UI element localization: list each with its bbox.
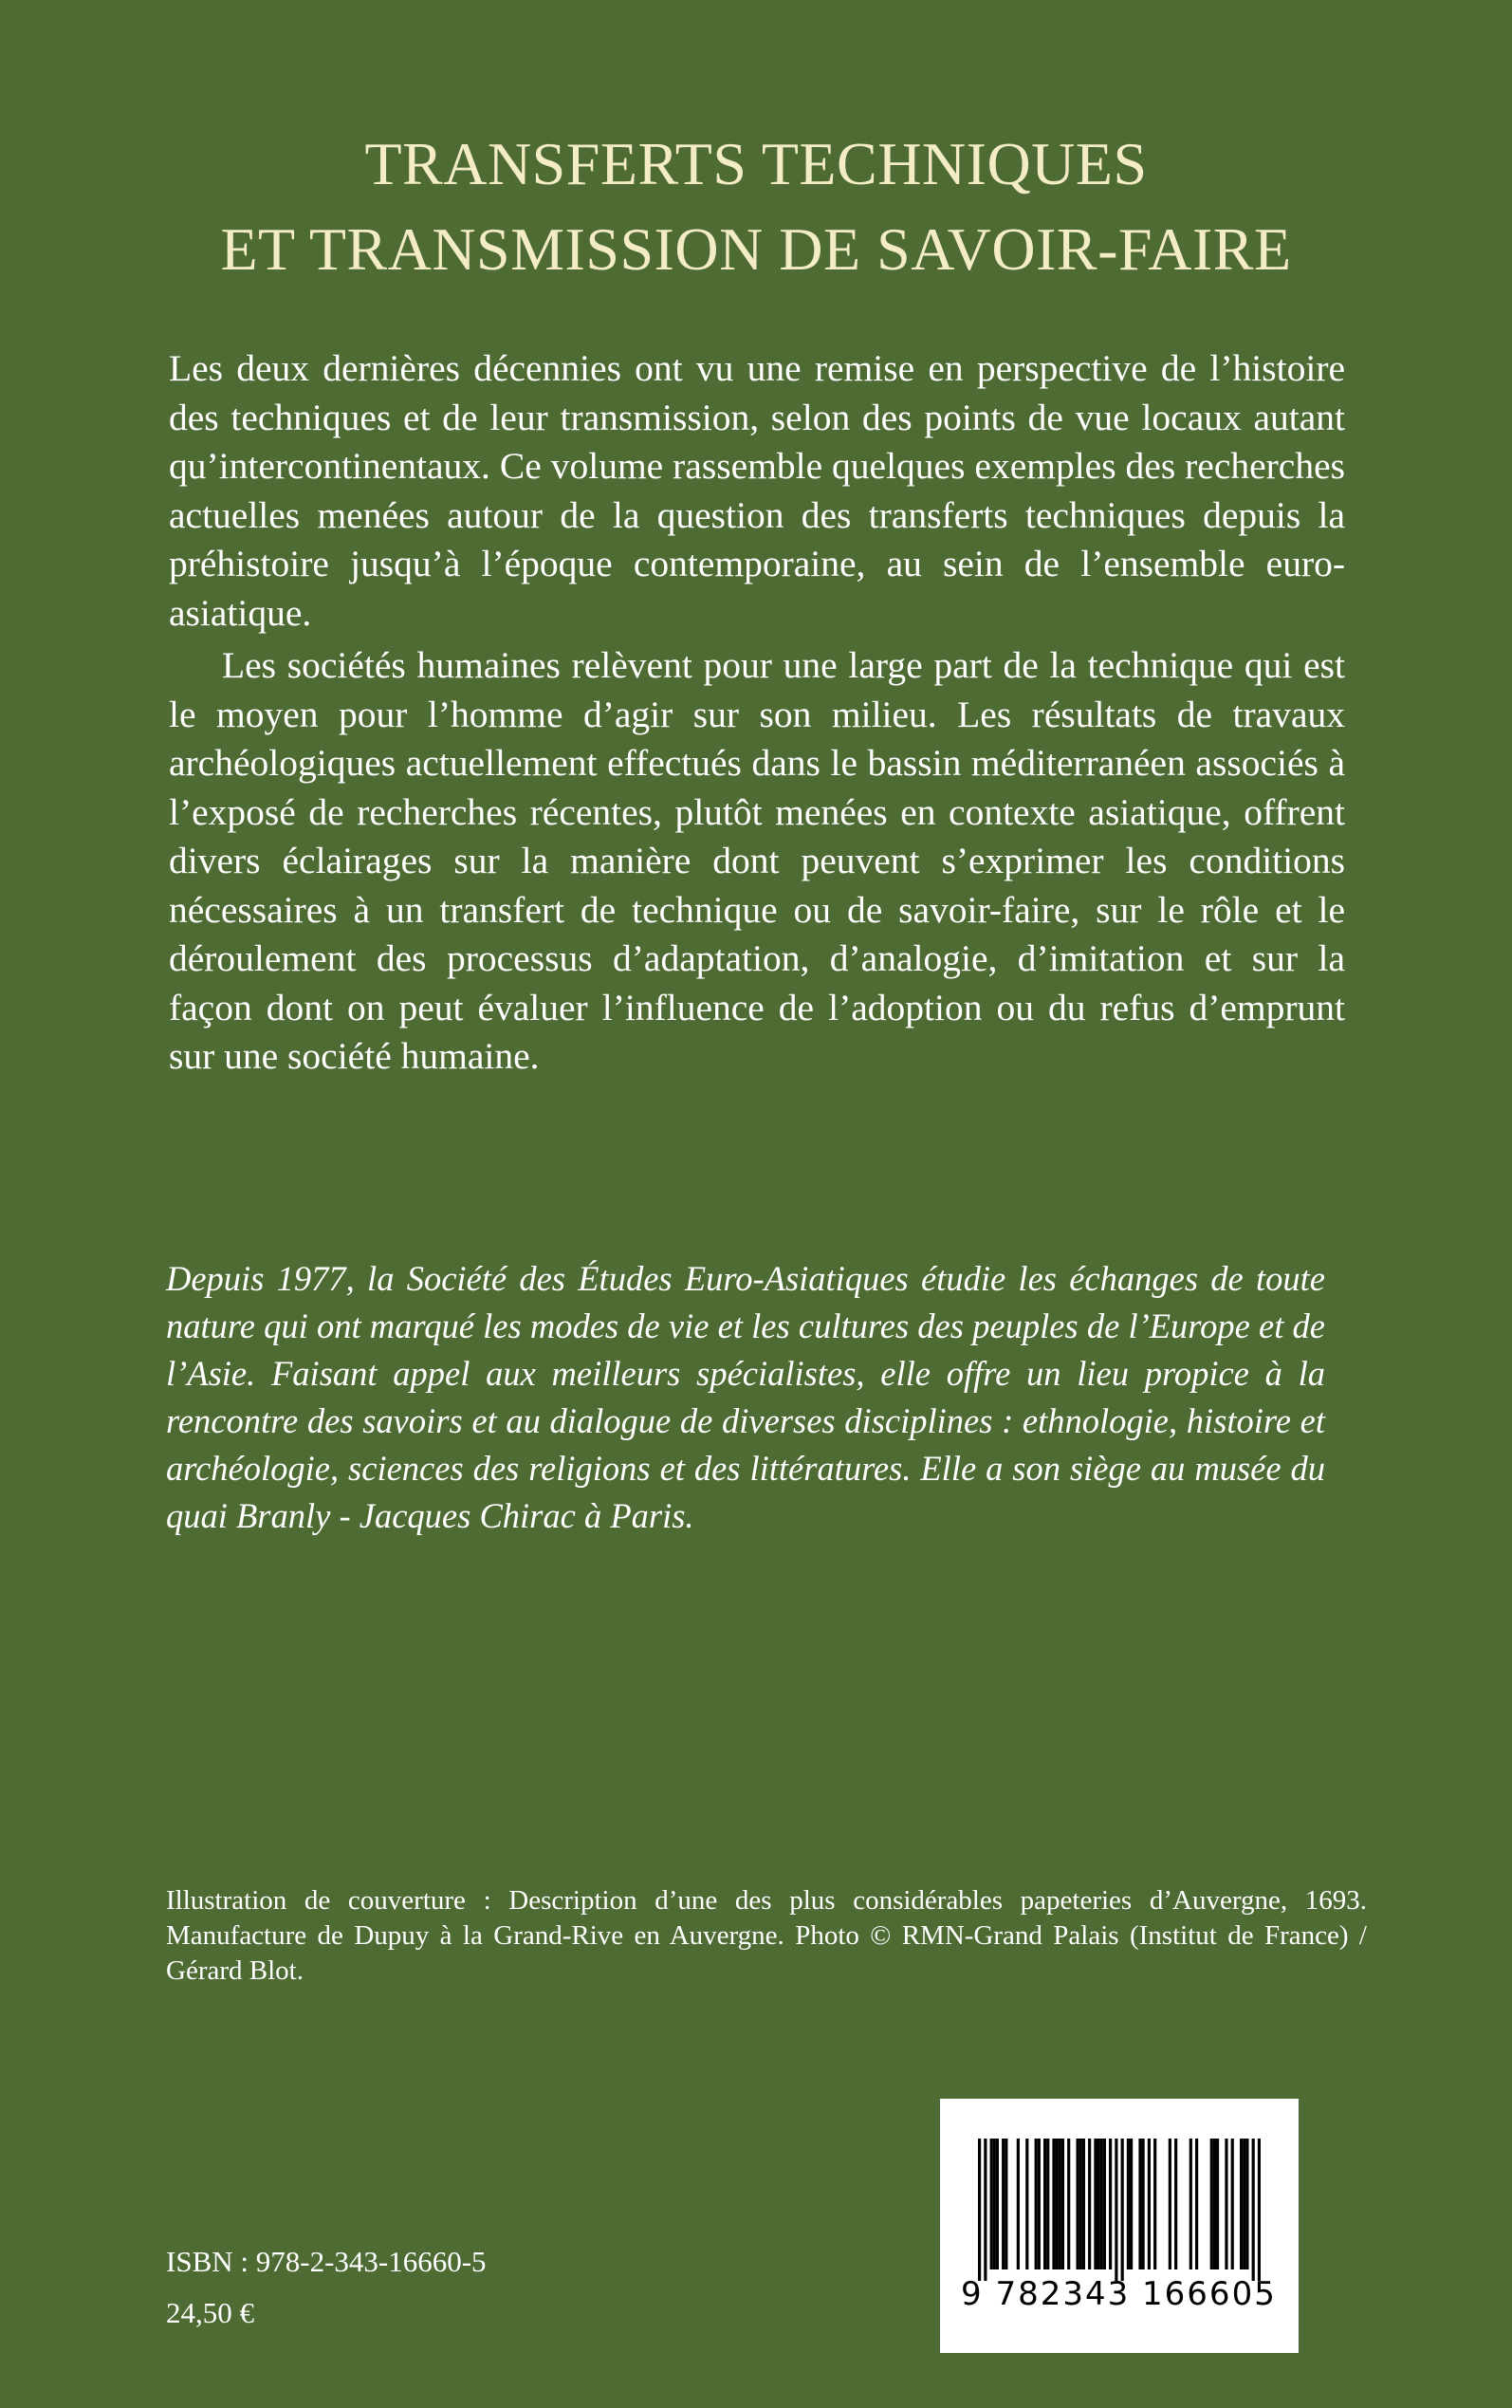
barcode-bar [1025, 2139, 1028, 2269]
barcode-bar [1002, 2139, 1005, 2269]
barcode-bar [1240, 2139, 1243, 2269]
barcode-bar [1130, 2139, 1133, 2269]
summary-paragraph-1: Les deux dernières décennies ont vu une remise en perspective de l’histoire des techniques et de leur transmission, selon des points de vue locaux autant qu’intercontinentaux. Ce volume rassemble quelques exemples des recherches actuelles menées autour de la question des transferts techniques depuis la préhistoire jusqu’à l’époque contemporaine, au sein de l’ensemble euro-asiatique. [169, 347, 1345, 634]
barcode-bar [1231, 2139, 1234, 2269]
barcode-bar [1077, 2139, 1079, 2269]
barcode-bar [1005, 2139, 1007, 2269]
barcode-bar [1056, 2139, 1059, 2269]
barcode-bar [1035, 2139, 1038, 2269]
barcode-bar [1017, 2139, 1020, 2269]
barcode-bar [1052, 2139, 1055, 2269]
barcode-bar [1067, 2139, 1070, 2269]
barcode-bar [990, 2139, 993, 2269]
barcode [940, 2099, 1299, 2353]
book-title-line-1: TRANSFERTS TECHNIQUES [364, 130, 1148, 197]
barcode-guard-bar [1252, 2139, 1255, 2281]
barcode-bar [1061, 2139, 1064, 2269]
book-summary [169, 344, 1345, 1082]
barcode-bar [1079, 2139, 1082, 2269]
barcode-bar [1216, 2139, 1219, 2269]
barcode-guard-bar [984, 2139, 986, 2281]
barcode-bar [1148, 2139, 1151, 2269]
barcode-guard-bar [1115, 2139, 1117, 2281]
summary-paragraph-2: Les sociétés humaines relèvent pour une large part de la technique qui est le moyen pour l’homme d’agir sur son milieu. Les résultats de travaux archéologiques actuellement effectués dans le bassin méditerranéen associés à l’exposé de recherches récentes, plutôt menées en contexte asiatique, offrent divers éclairages sur la manière dont peuvent s’exprimer les conditions nécessaires à un transfert de technique ou de savoir-faire, sur le rôle et le déroulement des processus d’adaptation, d’analogie, d’imitation et sur la façon dont on peut évaluer l’influence de l’adoption ou du refus d’emprunt sur une société humaine. [169, 644, 1345, 1077]
barcode-bar [1189, 2139, 1192, 2269]
barcode-bar [1127, 2139, 1130, 2269]
barcode-bar [1100, 2139, 1103, 2269]
book-title [0, 121, 1512, 292]
barcode-guard-bar [1258, 2139, 1261, 2281]
barcode-guard-bar [1121, 2139, 1124, 2281]
barcode-bar [1046, 2139, 1049, 2269]
barcode-bar [1094, 2139, 1097, 2269]
price: 24,50 € [166, 2296, 254, 2329]
barcode-bar [1213, 2139, 1216, 2269]
barcode-bar [1059, 2139, 1061, 2269]
cover-illustration-credit: Illustration de couverture : Description d’une des plus considérables papeteries d’Auvergne, 1693. Manufacture de Dupuy à la Grand-Rive en Auvergne. Photo © RMN-Grand Palais (Institut de France) / Gérard Blot. [166, 1885, 1367, 1986]
barcode-bar [1043, 2139, 1046, 2269]
barcode-bar [1082, 2139, 1085, 2269]
barcode-bars [978, 2139, 1261, 2281]
barcode-bar [993, 2139, 996, 2269]
barcode-bar [1088, 2139, 1091, 2269]
barcode-bar [1103, 2139, 1106, 2269]
barcode-bar [1174, 2139, 1177, 2269]
barcode-bar [1142, 2139, 1145, 2269]
barcode-digits: 9 782343 166605 [961, 2275, 1277, 2313]
barcode-bar [1097, 2139, 1099, 2269]
society-description: Depuis 1977, la Société des Études Euro-Asiatiques étudie les échanges de toute nature qui ont marqué les modes de vie et les cultures des peuples de l’Europe et de l’Asie. Faisant appel aux meilleurs spécialistes, elle offre un lieu propice à la rencontre des savoirs et au dialogue de diverses disciplines : ethnologie, histoire et archéologie, sciences des religions et des littératures. Elle a son siège au musée du quai Branly - Jacques Chirac à Paris. [166, 1259, 1325, 1535]
barcode-bar [1243, 2139, 1245, 2269]
barcode-bar [1169, 2139, 1171, 2269]
barcode-bar [1109, 2139, 1112, 2269]
barcode-bar [1245, 2139, 1248, 2269]
isbn-number: ISBN : 978-2-343-16660-5 [166, 2245, 487, 2278]
barcode-bar [1195, 2139, 1198, 2269]
barcode-bar [1153, 2139, 1156, 2269]
barcode-bar [1038, 2139, 1041, 2269]
barcode-bar [1138, 2139, 1141, 2269]
barcode-bar [1210, 2139, 1213, 2269]
book-title-line-2: ET TRANSMISSION DE SAVOIR-FAIRE [220, 215, 1292, 283]
barcode-guard-bar [978, 2139, 981, 2281]
barcode-bar [996, 2139, 999, 2269]
barcode-bar [1225, 2139, 1227, 2269]
